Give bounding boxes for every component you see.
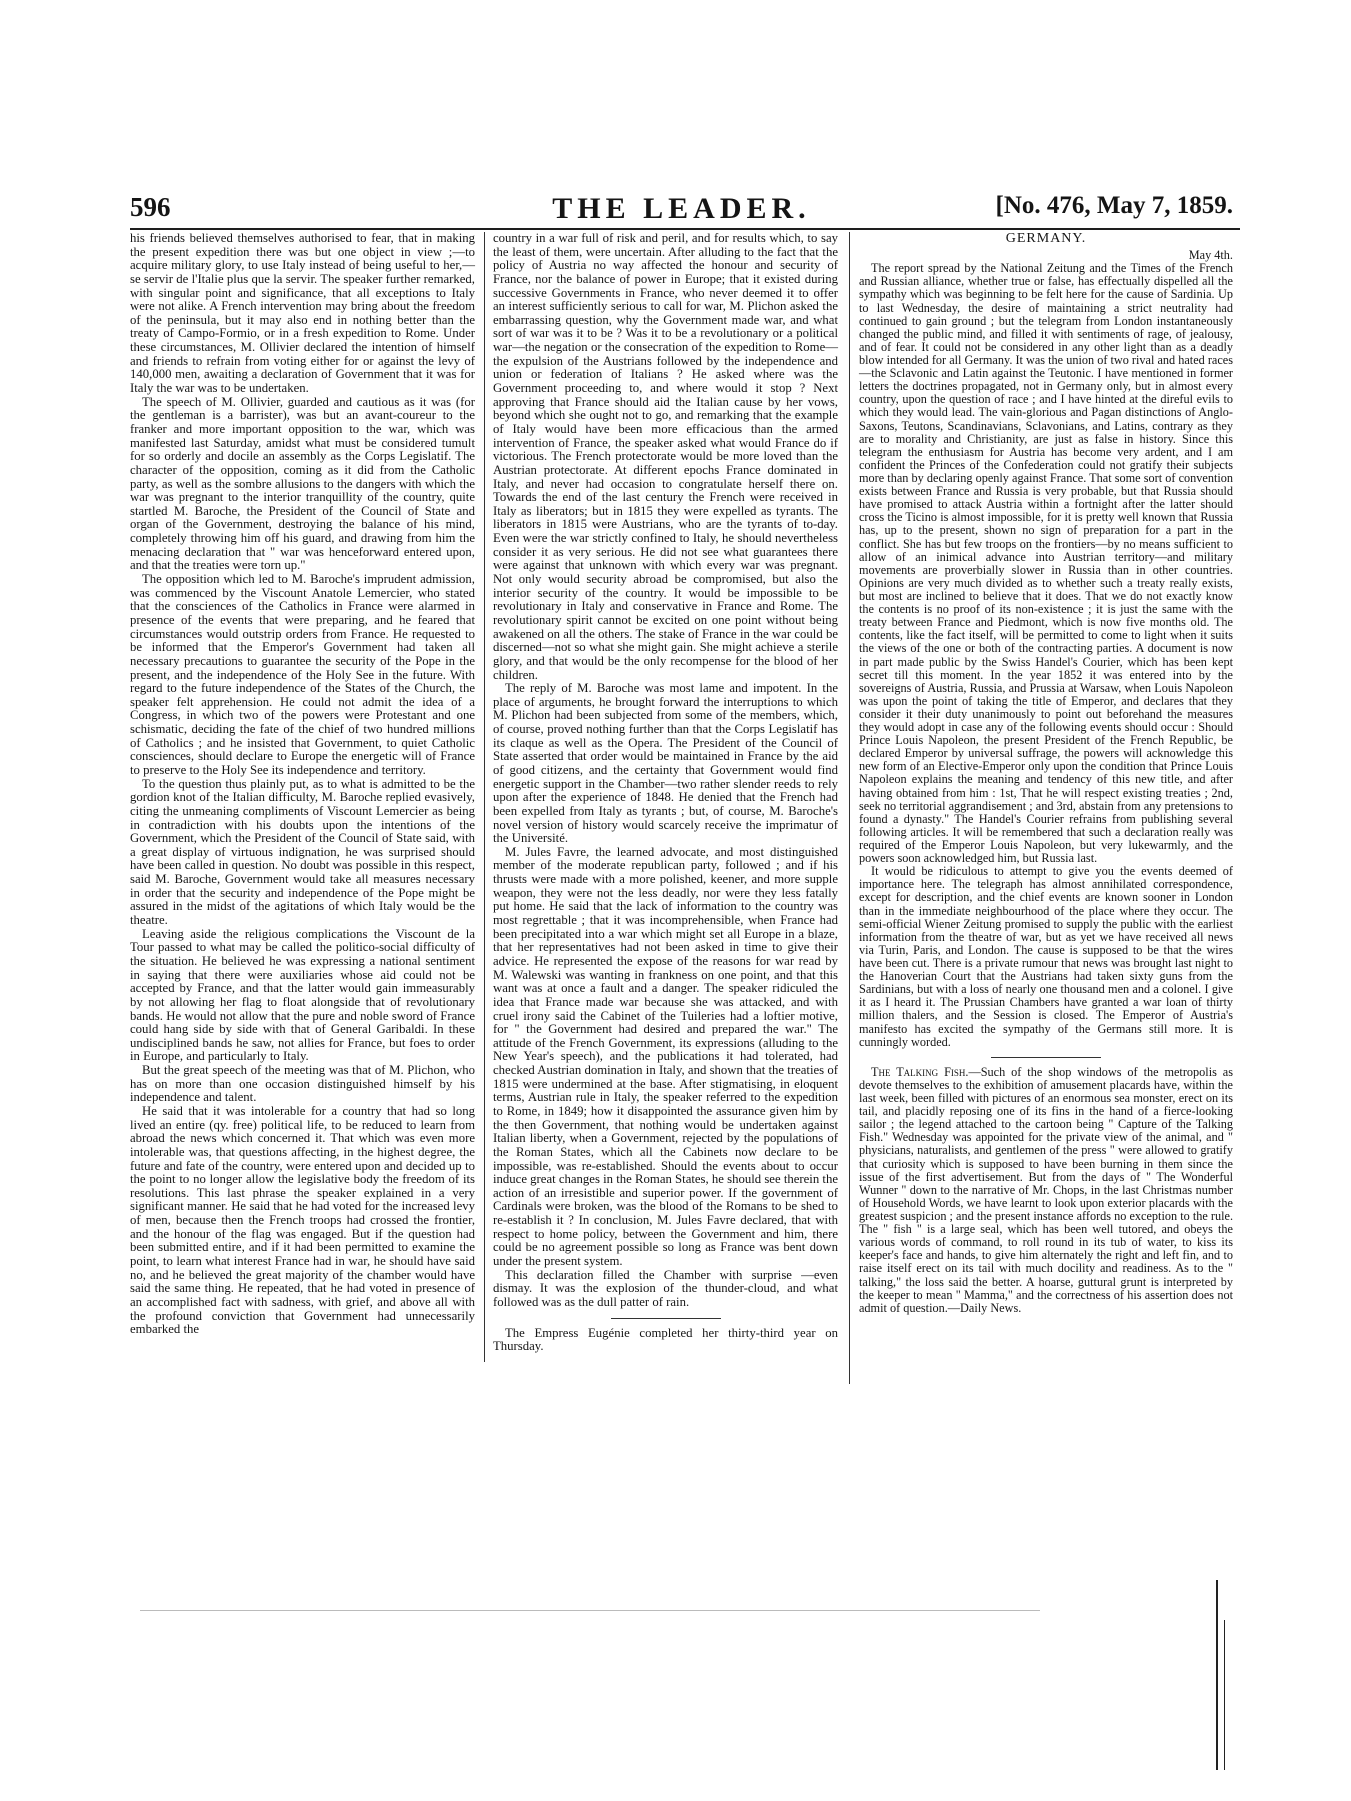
article-paragraph: The speech of M. Ollivier, guarded and cautious as it was (for the gentleman is a barrister), was but an avant-coureur to the franker and more important opposition to the war, which was manifested last Saturday, amidst what must be considered tumult for so orderly and docile an assembly as the Corps Legislatif. The character of the opposition, coming as it did from the Catholic party, as well as the sombre allusions to the dangers with which the war was pregnant to the interior tranquillity of the country, quite startled M. Baroche, the President of the Council of State and organ of the Government, destroying the balance of his mind, completely throwing him off his guard, and drawing from him the menacing declaration that " war was henceforward entered upon, and that the treaties were torn up." xyxy=(130,394,475,573)
germany-paragraph: The report spread by the National Zeitung and the Times of the French and Russian alliance, whether true or false, has effectually dispelled all the sympathy which was beginning to be felt here for the cause of Sardinia. Up to last Wednesday, the desire of maintaining a strict neutrality had continued to gain ground ; but the telegram from London instantaneously changed the public mind, and filled it with sentiments of rage, of jealousy, and of fear. It could not be considered in any other light than as a deadly blow intended for all Germany. It was the union of two rival and hated races—the Sclavonic and Latin against the Teutonic. I have mentioned in former letters the doctrines propagated, not in Germany only, but in almost every country, upon the question of race ; and I have hinted at the direful evils to which they would lead. The vain-glorious and Pagan distinctions of Anglo-Saxons, Teutons, Scandinavians, Sclavonians, and Latins, contrary as they are to morality and Christianity, are just as false in history. Since this telegram the enthusiasm for Austria has become very ardent, and I am confident the Princes of the Confederation could not gratify their subjects more than by declaring openly against France. That some sort of convention exists between France and Russia is very probable, but that Russia should have promised to attack Austria within a fortnight after the latter should cross the Ticino is almost impossible, for it is pretty well known that Russia has, up to the present, shown no sign of preparation for a part in the conflict. She has but few troops on the frontiers—by no means sufficient to allow of an inimical advance into Austrian territory—and military movements are proverbially slower in Russia than in other countries. Opinions are very much divided as to whether such a treaty really exists, but most are inclined to believe that it does. That we do not exactly know the contents is no proof of its non-existence ; it is just the same with the treaty between France and Piedmont, which is now five months old. The contents, like the fact itself, will be permitted to come to light when it suits the views of the one or both of the contracting parties. A document is now in part made public by the Swiss Handel's Courier, which has been kept secret till this moment. In the year 1852 it was entered into by the sovereigns of Austria, Russia, and Prussia at Warsaw, when Louis Napoleon was upon the point of taking the title of Emperor, and declares that they consider it their duty unanimously to point out beforehand the measures they would adopt in case any of the following events should occur : Should Prince Louis Napoleon, the present President of the French Republic, be declared Emperor by universal suffrage, the powers will acknowledge this new form of an Elective-Emperor only upon the condition that Prince Louis Napoleon explains the meaning and tendency of this new title, and after having obtained from him : 1st, That he will respect existing treaties ; 2nd, seek no territorial aggrandisement ; and 3rd, abstain from any pretensions to found a dynasty." The Handel's Courier refrains from publishing several following articles. It will be remembered that such a declaration really was required of the Emperor Louis Napoleon, but very lukewarmly, and the powers soon acknowledged him, but Russia last. xyxy=(859,261,1233,866)
article-paragraph: To the question thus plainly put, as to what is admitted to be the gordion knot of the Italian difficulty, M. Baroche replied evasively, citing the unmeaning compliments of Viscount Lemercier as being in contradiction with his doubts upon the intentions of the Government, which the President of the Council of State said, with a great display of virtuous indignation, he was surprised should have been called in question. No doubt was possible in this respect, said M. Baroche, Government would take all measures necessary in order that the security and independence of the Pope might be assured in the midst of the agitations of which Italy would be the theatre. xyxy=(130,776,475,928)
masthead xyxy=(130,192,1233,228)
talking-fish-paragraph xyxy=(859,1066,1233,1315)
section-divider xyxy=(611,1318,721,1319)
scan-margin-bar xyxy=(1216,1580,1218,1770)
article-paragraph: country in a war full of risk and peril, and for results which, to say the least of them, were uncertain. After alluding to the fact that the policy of Austria no way affected the honour and security of France, nor the balance of power in Europe; that it existed during successive Governments in France, who never deemed it to offer an interest sufficiently serious to call for war, M. Plichon asked the embarrassing question, why the Government made war, and what sort of war was it to be ? Was it to be a revolutionary or a political war—the negation or the consecration of the expedition to Rome—the expulsion of the Austrians followed by the independence and union or federation of Italians ? He asked where was the Government proceeding to, and where would it stop ? Next approving that France should aid the Italian cause by her vows, beyond which she ought not to go, and remarking that the example of Italy would have been more efficacious than the armed intervention of France, the speaker asked what would France do if victorious. The French protectorate would be more loved than the Austrian protectorate. At different epochs France dominated in Italy, and never had occasion to congratulate herself there on. Towards the end of the last century the French were received in Italy as liberators; but in 1815 they were expelled as tyrants. The liberators in 1815 were Austrians, who are the tyrants of to-day. Even were the war strictly confined to Italy, he should nevertheless consider it as very serious. He did not see what guarantees there were against that unknown with which every war was pregnant. Not only would security abroad be compromised, but also the interior security of the country. It would be impossible to be revolutionary in Italy and conservative in France and Rome. The revolutionary spirit cannot be excited on one point without being awakened on all the others. The stake of France in the war could be discerned—not so what she might gain. She might achieve a sterile glory, and that would be the only recompense for the blood of her children. xyxy=(493,231,838,682)
germany-dateline: May 4th. xyxy=(1188,248,1233,263)
germany-paragraph: It would be ridiculous to attempt to give you the events deemed of importance here. The telegraph has almost annihilated correspondence, except for description, and the chief events are known sooner in London than in the immediate neighbourhood of the place where they occur. The semi-official Wiener Zeitung promised to supply the public with the earliest information from the theatre of war, but as yet we have received all news via Turin, Paris, and London. The cause is supposed to be that the wires have been cut. There is a private rumour that news was brought last night to the Hanoverian Court that the Austrians had taken sixty guns from the Sardinians, but with a loss of nearly one thousand men and a colonel. I give it as I heard it. The Prussian Chambers have granted a war loan of thirty million thalers, and the Session is closed. The Emperor of Austria's manifesto has excited the sympathy of the Germans still more. It is cunningly worded. xyxy=(859,864,1233,1049)
column-one xyxy=(130,232,475,1362)
scan-margin-bar xyxy=(1224,1620,1225,1770)
article-paragraph: He said that it was intolerable for a country that had so long lived an entire (qy. free) political life, to be reduced to learn from abroad the news which concerned it. That which was even more intolerable was, that questions affecting, in the highest degree, the future and fate of the country, were entered upon and decided up to the point to no longer allow the legislative body the freedom of its resolutions. This last phrase the speaker explained in a very significant manner. He said that he had voted for the increased levy of men, because then the French troops had crossed the frontier, and the honour of the flag was engaged. But if the question had been submitted entire, and if it had been permitted to examine the point, to learn what interest France had in war, he should have said no, and he believed the great majority of the chamber would have said the same thing. He repeated, that he had voted in presence of an accomplished fact with sadness, with grief, and above all with the profound conviction that Government had unnecessarily embarked the xyxy=(130,1104,475,1337)
column-separator xyxy=(484,232,485,1362)
talking-fish-lead: The Talking Fish. xyxy=(871,1064,969,1079)
empress-note: The Empress Eugénie completed her thirty-third year on Thursday. xyxy=(493,1325,838,1354)
article-paragraph: Leaving aside the religious complications the Viscount de la Tour passed to what may be called the politico-social difficulty of the situation. He believed he was expressing a national sentiment in saying that there were auxiliaries whose aid could not be accepted by France, and that the latter would gain immeasurably by not allowing her flag to float alongside that of revolutionary bands. He would not allow that the pure and noble sword of France could hang side by side with that of General Garibaldi. In these undisciplined bands he saw, not allies for France, but foes to order in Europe, and particularly to Italy. xyxy=(130,926,475,1064)
germany-heading: GERMANY. xyxy=(1005,231,1087,246)
scan-artifact-line xyxy=(140,1610,1040,1611)
masthead-rule xyxy=(130,228,1240,230)
article-paragraph: his friends believed themselves authorised to fear, that in making the present expedition there was but one object in view ;—to acquire military glory, to use Italy instead of being useful to her,—se servir de l'Italie plus que la servir. The speaker further remarked, with singular point and significance, that all exceptions to Italy were not alike. A French intervention may bring about the freedom of the peninsula, but it may also end in nothing better than the treaty of Campo-Formio, or in a fresh expedition to Rome. Under these circumstances, M. Ollivier declared the intention of himself and friends to refrain from voting either for or against the levy of 140,000 men, awaiting a declaration of Government that it was for Italy the war was to be undertaken. xyxy=(130,231,475,396)
article-paragraph: This declaration filled the Chamber with surprise —even dismay. It was the explosion of the thunder-cloud, and what followed was as the dull patter of rain. xyxy=(493,1267,838,1309)
column-two xyxy=(493,232,838,1384)
column-three xyxy=(859,232,1233,1317)
issue-date: [No. 476, May 7, 1859. xyxy=(995,192,1233,219)
paper-title: THE LEADER. xyxy=(552,192,811,225)
talking-fish-text: —Such of the shop windows of the metropolis as devote themselves to the exhibition of amusement placards have, within the last week, been filled with pictures of an enormous sea monster, erect on its tail, and placidly reposing one of its fins in the hand of a fierce-looking sailor ; the legend attached to the cartoon being " Capture of the Talking Fish." Wednesday was appointed for the private view of the animal, and " physicians, naturalists, and gentlemen of the press " were allowed to gratify that curiosity which is supposed to have been burning in them since the issue of the first advertisement. But from the days of " The Wonderful Wunner " down to the narrative of Mr. Chops, in the last Christmas number of Household Words, we have learnt to look upon exterior placards with the greatest suspicion ; and the present instance affords no exception to the rule. The " fish " is a large seal, which has been well tutored, and obeys the various words of command, to roll round in its tub of water, to kiss its keeper's face and hands, to give him alternately the right and left fin, and to raise itself erect on its tail with much docility and readiness. As to the " talking," the loss said the better. A hoarse, guttural grunt is interpreted by the keeper to mean " Mamma," and the correctness of his assertion does not admit of question.—Daily News. xyxy=(859,1064,1233,1315)
section-divider xyxy=(991,1057,1101,1058)
article-paragraph: But the great speech of the meeting was that of M. Plichon, who has on more than one occasion distinguished himself by his independence and talent. xyxy=(130,1063,475,1105)
article-paragraph: M. Jules Favre, the learned advocate, and most distinguished member of the moderate republican party, followed ; and if his thrusts were made with a more polished, keener, and more supple weapon, they were not the less deadly, nor were they less fatally put home. He said that the lack of information to the country was most regrettable ; that it was incomprehensible, when France had been precipitated into a war which might set all Europe in a blaze, that her representatives had not been asked in time to give their advice. He represented the expose of the reasons for war read by M. Walewski was wanting in frankness on one point, and that this want was at once a fault and a danger. The speaker ridiculed the idea that France made war because she was attacked, and with cruel irony said the Cabinet of the Tuileries had a loftier motive, for " the Government had desired and prepared the war." The attitude of the French Government, its expressions (alluding to the New Year's speech), and the publications it had tolerated, had checked Austrian domination in Italy, and shown that the treaties of 1815 were undermined at the base. After stigmatising, in eloquent terms, Austrian rule in Italy, the speaker referred to the expedition to Rome, in 1849; how it disappointed the assurance given him by the then Government, that nothing would be undertaken against Italian liberty, when a Government, rejected by the populations of the Roman States, which all the Cabinets now declare to be impossible, was re-established. Should the events about to occur induce great changes in the Roman States, he should see therein the action of an irresistible and superior power. If the government of Cardinals were broken, was the blood of the Romans to be shed to re-establish it ? In conclusion, M. Jules Favre declared, that with respect to home policy, between the Government and him, there could be no agreement possible so long as France was bent down under the present system. xyxy=(493,844,838,1269)
column-separator xyxy=(849,232,850,1384)
article-paragraph: The opposition which led to M. Baroche's imprudent admission, was commenced by the Viscount Anatole Lemercier, who stated that the consciences of the Catholics in France were alarmed in presence of the events that were preparing, and he feared that circumstances would outstrip orders from France. He requested to be informed that the Emperor's Government had taken all necessary precautions to guarantee the security of the Pope in the present, and the independence of the Holy See in the future. With regard to the future independence of the States of the Church, the speaker felt apprehension. He could not admit the idea of a Congress, in which two of the powers were Protestant and one schismatic, deciding the fate of the chief of two hundred millions of Catholics ; and he insisted that Government, to quiet Catholic consciences, should declare to Europe the energetic will of France to preserve to the Holy See its independence and territory. xyxy=(130,572,475,777)
page-number: 596 xyxy=(130,192,171,222)
article-paragraph: The reply of M. Baroche was most lame and impotent. In the place of arguments, he brought forward the interruptions to which M. Plichon had been subjected from some of the members, which, of course, proved nothing further than that the Corps Legislatif has its claque as well as the Opera. The President of the Council of State asserted that order would be maintained in France by the aid of good citizens, and the certainty that Government would find energetic support in the Chamber—two rather slender reeds to rely upon after the experience of 1848. He denied that the French had been expelled from Italy as tyrants ; but, of course, M. Baroche's novel version of history would scarcely receive the imprimatur of the Université. xyxy=(493,681,838,846)
